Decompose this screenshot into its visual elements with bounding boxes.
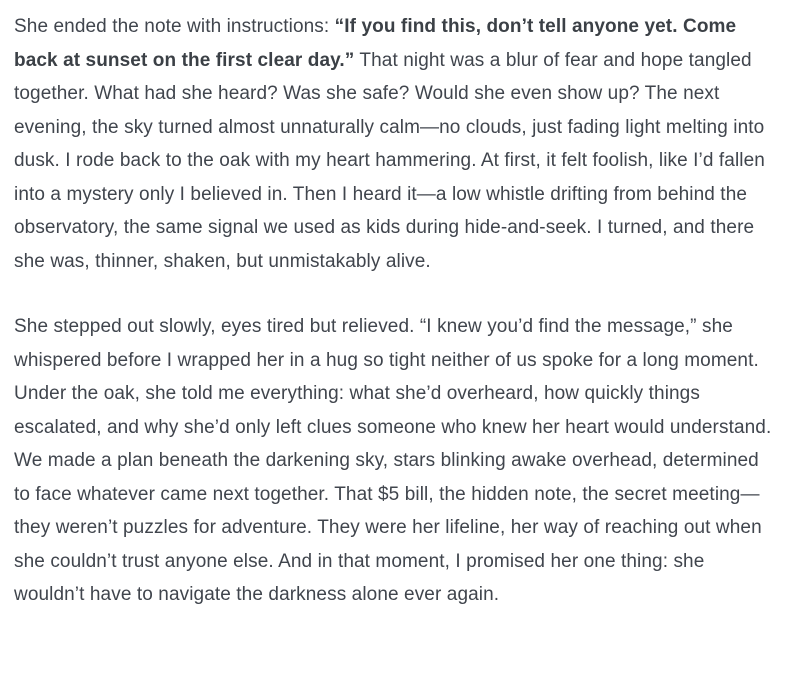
story-segment: She ended the note with instructions: <box>14 16 335 37</box>
paragraph <box>14 10 780 278</box>
story-text <box>14 10 780 612</box>
paragraph <box>14 310 780 612</box>
story-segment: She stepped out slowly, eyes tired but relieved. “I knew you’d find the message,” she whispered before I wrapped her in a hug so tight neither of us spoke for a long moment. Under the oak, she told me everything: what she’d overheard, how quickly things escalated, and why she’d only left clues someone who knew her heart would understand. We made a plan beneath the darkening sky, stars blinking awake overhead, determined to face whatever came next together. That $5 bill, the hidden note, the secret meeting—they weren’t puzzles for adventure. They were her lifeline, her way of reaching out when she couldn’t trust anyone else. And in that moment, I promised her one thing: she wouldn’t have to navigate the darkness alone ever again. <box>14 316 772 605</box>
story-segment: That night was a blur of fear and hope tangled together. What had she heard? Was she safe? Would she even show up? The next evening, the sky turned almost unnaturally calm—no clouds, just fading light melting into dusk. I rode back to the oak with my heart hammering. At first, it felt foolish, like I’d fallen into a mystery only I believed in. Then I heard it—a low whistle drifting from behind the observatory, the same signal we used as kids during hide-and-seek. I turned, and there she was, thinner, shaken, but unmistakably alive. <box>14 49 765 272</box>
bold-instruction-quote: “If you find this, don’t tell anyone yet. Come back at sunset on the first clear day.” <box>14 16 737 71</box>
